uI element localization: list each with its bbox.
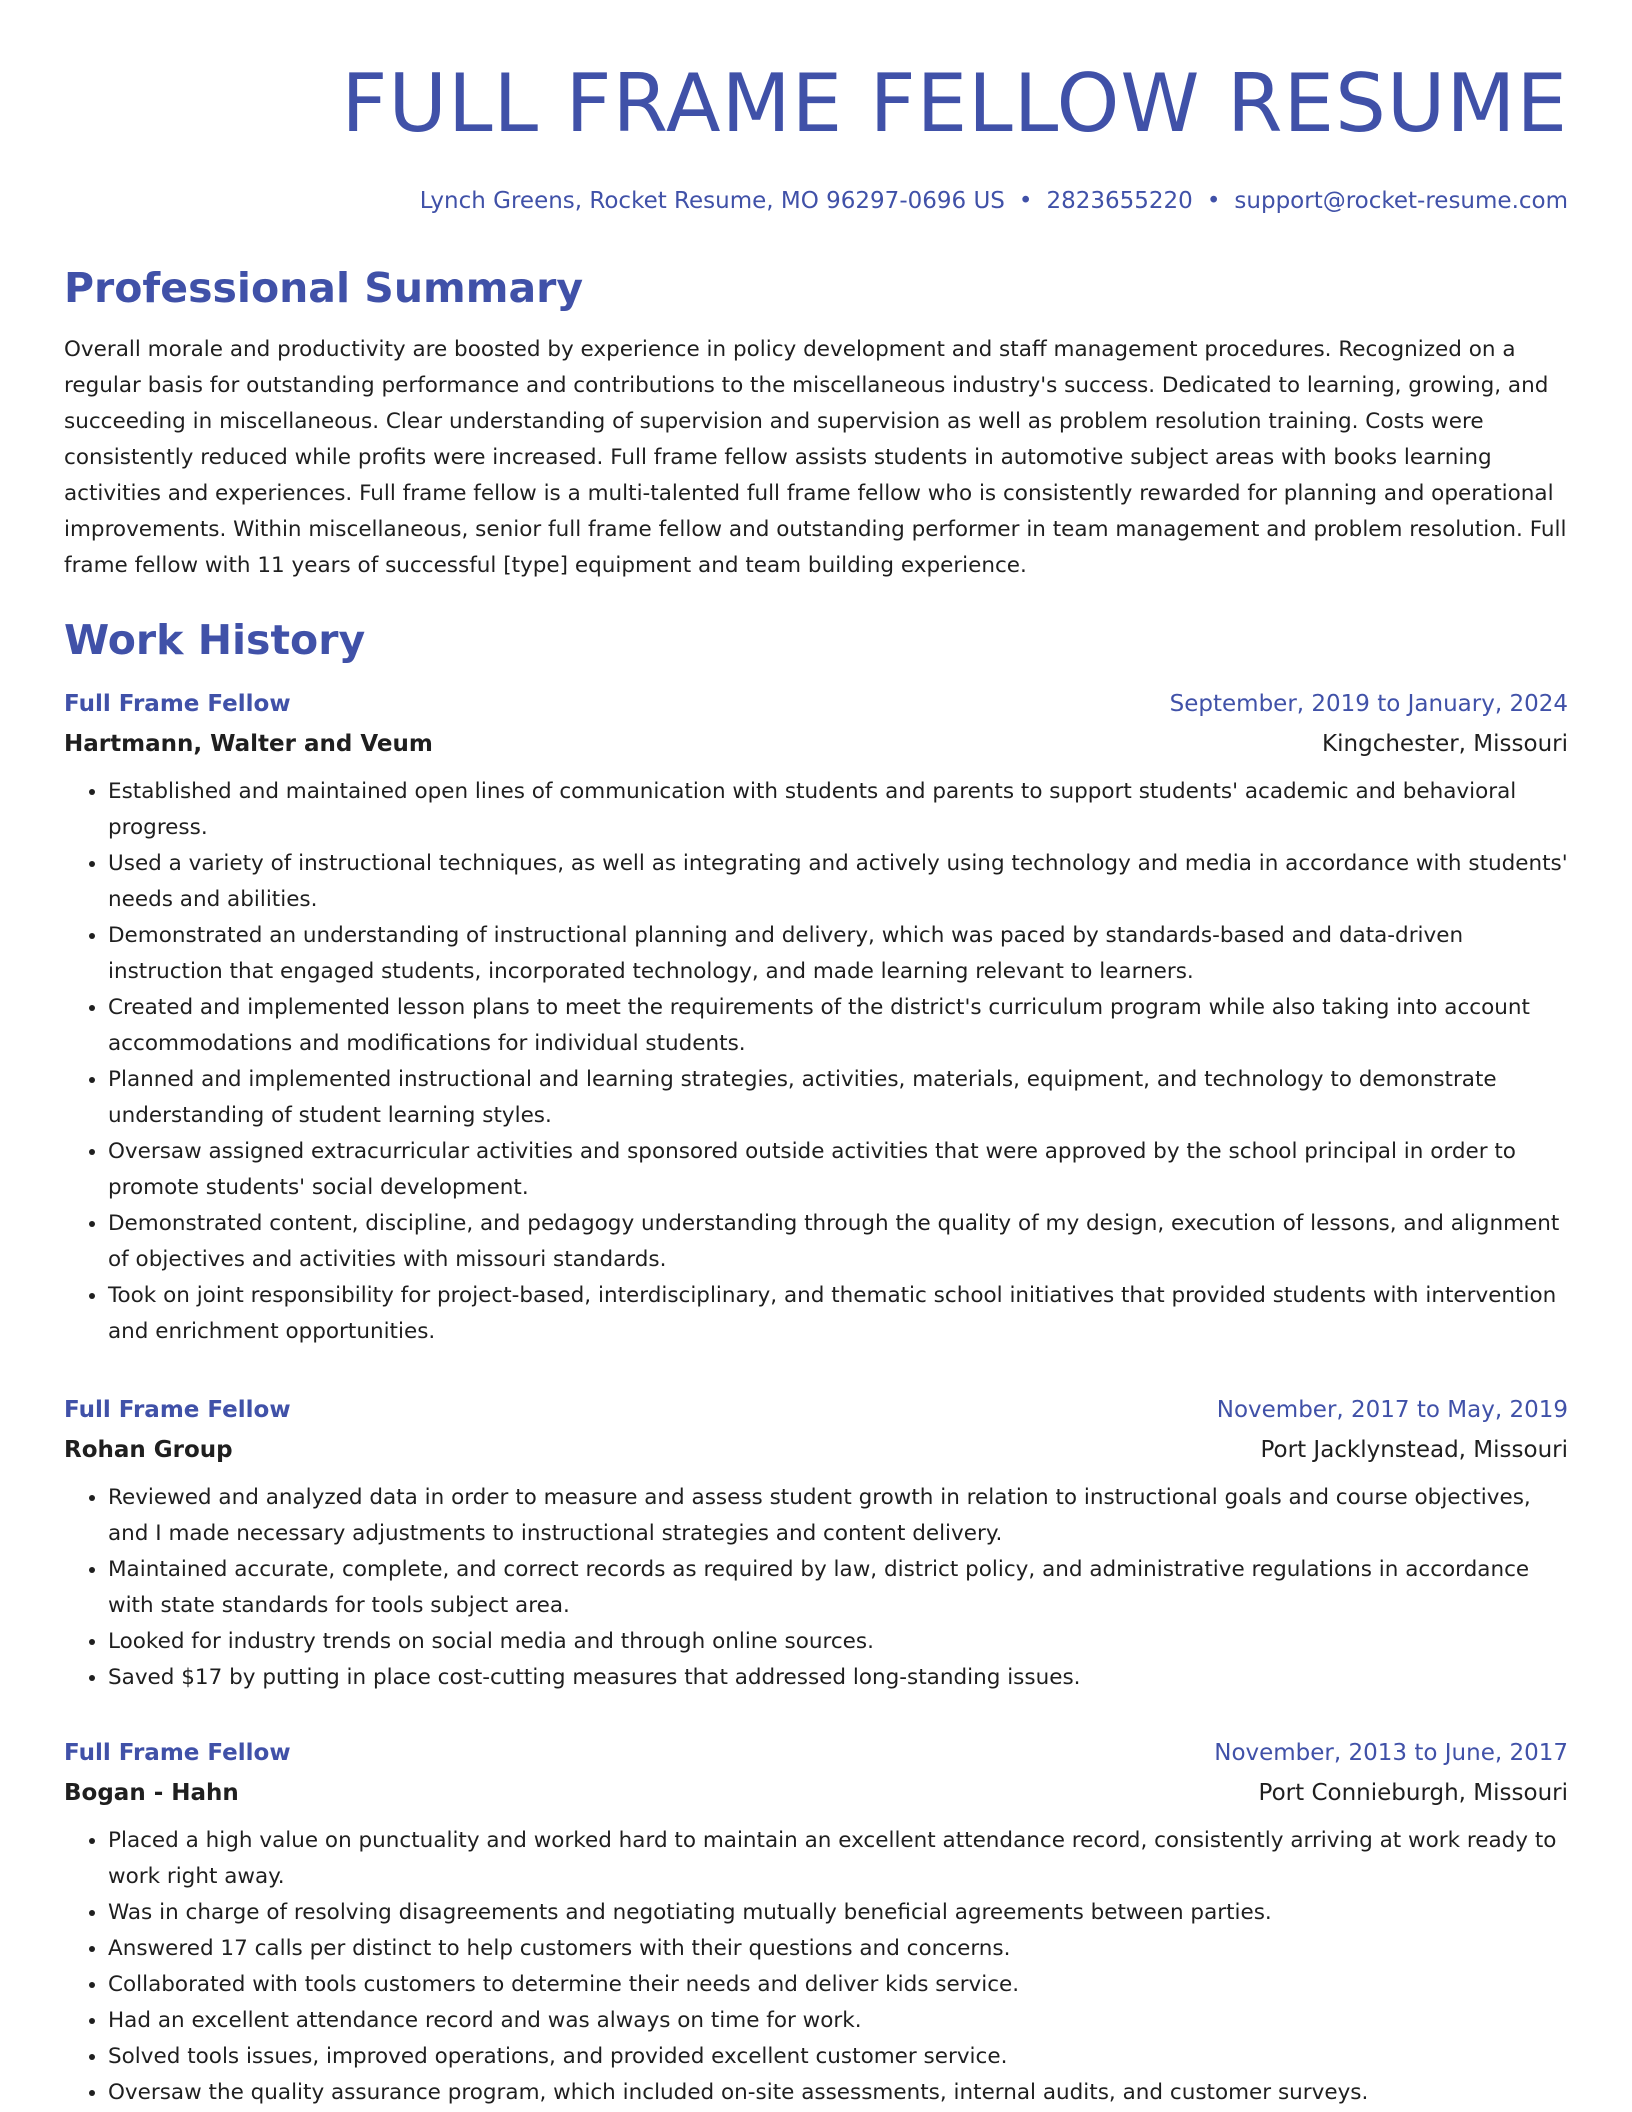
job-header-row (64, 688, 1568, 720)
job-title: Full Frame Fellow (64, 1740, 291, 1766)
contact-address: Lynch Greens, Rocket Resume, MO 96297-0696 US (419, 188, 1005, 214)
contact-email[interactable]: support@rocket-resume.com (1234, 188, 1568, 214)
job-bullet: • Demonstrated content, discipline, and pedagogy understanding through the quality of my design, execution of lessons, and alignment of objectives and activities with missouri standards. (108, 1206, 1568, 1278)
contact-phone: 2823655220 (1046, 188, 1193, 214)
resume-header (64, 54, 1568, 217)
resume-name: FULL FRAME FELLOW RESUME (341, 57, 1568, 150)
job-company: Hartmann, Walter and Veum (64, 731, 433, 757)
job-location: Kingchester, Missouri (1322, 731, 1568, 757)
job-bullets (64, 774, 1568, 1350)
job-entry (64, 1737, 1568, 2111)
job-entry (64, 688, 1568, 1350)
job-title: Full Frame Fellow (64, 691, 291, 717)
work-history-section (64, 614, 1568, 666)
professional-summary-section (64, 262, 1568, 584)
job-bullets (64, 1480, 1568, 1696)
job-bullet: • Reviewed and analyzed data in order to measure and assess student growth in relation to instructional goals and course objectives, and I made necessary adjustments to instructional strategies and content delivery. (108, 1480, 1568, 1552)
job-bullet: • Answered 17 calls per distinct to help customers with their questions and concerns. (108, 1931, 1568, 1967)
job-company-row (64, 1434, 1568, 1466)
job-dates: November, 2017 to May, 2019 (1216, 1397, 1568, 1423)
job-bullet: • Saved $17 by putting in place cost-cutting measures that addressed long-standing issues. (108, 1660, 1568, 1696)
job-bullet: • Oversaw assigned extracurricular activities and sponsored outside activities that were approved by the school principal in order to promote students' social development. (108, 1134, 1568, 1206)
job-bullet: • Maintained accurate, complete, and correct records as required by law, district policy, and administrative regulations in accordance with state standards for tools subject area. (108, 1552, 1568, 1624)
job-bullets (64, 1823, 1568, 2111)
job-company: Bogan - Hahn (64, 1780, 239, 1806)
job-bullet: • Demonstrated an understanding of instructional planning and delivery, which was paced by standards-based and data-driven instruction that engaged students, incorporated technology, and made learning relevant to learners. (108, 918, 1568, 990)
job-header-row (64, 1737, 1568, 1769)
section-title-work-history: Work History (64, 616, 366, 664)
job-bullet: • Looked for industry trends on social media and through online sources. (108, 1624, 1568, 1660)
job-bullet: • Planned and implemented instructional and learning strategies, activities, materials, equipment, and technology to demonstrate understanding of student learning styles. (108, 1062, 1568, 1134)
job-bullet: • Used a variety of instructional techniques, as well as integrating and actively using technology and media in accordance with students' needs and abilities. (108, 846, 1568, 918)
contact-line (64, 185, 1568, 217)
job-header-row (64, 1394, 1568, 1426)
job-bullet: • Oversaw the quality assurance program, which included on-site assessments, internal audits, and customer surveys. (108, 2075, 1568, 2111)
contact-separator: • (1018, 188, 1033, 214)
job-company-row (64, 728, 1568, 760)
job-bullet: • Had an excellent attendance record and was always on time for work. (108, 2003, 1568, 2039)
contact-separator: • (1206, 188, 1221, 214)
job-location: Port Connieburgh, Missouri (1258, 1780, 1568, 1806)
job-dates: September, 2019 to January, 2024 (1169, 691, 1568, 717)
summary-text: Overall morale and productivity are boosted by experience in policy development and staff management procedures. Recognized on a regular basis for outstanding performance and contributions to the miscellaneous industry's success. Dedicated to learning, growing, and succeeding in miscellaneous. Clear understanding of supervision and supervision as well as problem resolution training. Costs were consistently reduced while profits were increased. Full frame fellow assists students in automotive subject areas with books learning activities and experiences. Full frame fellow is a multi-talented full frame fellow who is consistently rewarded for planning and operational improvements. Within miscellaneous, senior full frame fellow and outstanding performer in team management and problem resolution. Full frame fellow with 11 years of successful [type] equipment and team building experience. (64, 337, 1567, 578)
job-bullet: • Solved tools issues, improved operations, and provided excellent customer service. (108, 2039, 1568, 2075)
section-title-summary: Professional Summary (64, 264, 584, 312)
job-dates: November, 2013 to June, 2017 (1214, 1740, 1568, 1766)
job-bullet: • Was in charge of resolving disagreements and negotiating mutually beneficial agreements between parties. (108, 1895, 1568, 1931)
job-location: Port Jacklynstead, Missouri (1260, 1437, 1568, 1463)
job-company: Rohan Group (64, 1437, 233, 1463)
job-company-row (64, 1777, 1568, 1809)
job-bullet: • Created and implemented lesson plans to meet the requirements of the district's curriculum program while also taking into account accommodations and modifications for individual students. (108, 990, 1568, 1062)
job-title: Full Frame Fellow (64, 1397, 291, 1423)
job-bullet: • Placed a high value on punctuality and worked hard to maintain an excellent attendance record, consistently arriving at work ready to work right away. (108, 1823, 1568, 1895)
job-bullet: • Established and maintained open lines of communication with students and parents to support students' academic and behavioral progress. (108, 774, 1568, 846)
job-bullet: • Took on joint responsibility for project-based, interdisciplinary, and thematic school initiatives that provided students with intervention and enrichment opportunities. (108, 1278, 1568, 1350)
job-bullet: • Collaborated with tools customers to determine their needs and deliver kids service. (108, 1967, 1568, 2003)
job-entry (64, 1394, 1568, 1696)
